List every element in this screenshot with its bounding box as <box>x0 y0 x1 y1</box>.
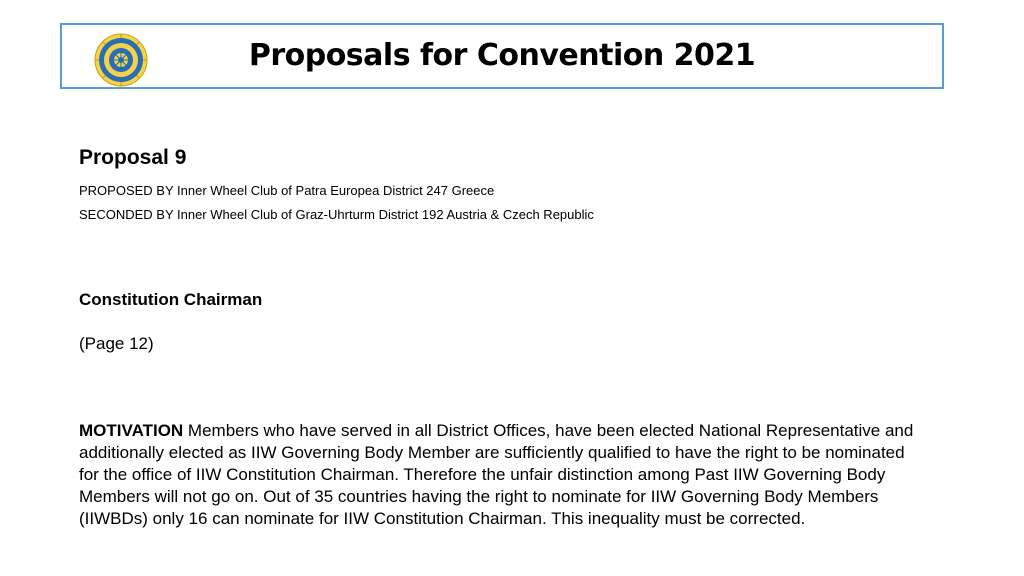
motivation-text: Members who have served in all District Offices, have been elected National Representative and additionally elected as IIW Governing Body Member are sufficiently qualified to have the right to be nominated for the office of IIW Constitution Chairman. Therefore the unfair distinction among Past IIW Governing Body Members will not go on. Out of 35 countries having the right to nominate for IIW Governing Body Members (IIWBDs) only 16 can nominate for IIW Constitution Chairman. This inequality must be corrected. <box>79 421 914 528</box>
title-box <box>60 23 944 89</box>
motivation-paragraph <box>79 420 929 530</box>
section-heading: Constitution Chairman <box>79 290 263 309</box>
page-reference: (Page 12) <box>79 334 154 353</box>
motivation-label: MOTIVATION <box>79 421 184 440</box>
proposal-heading: Proposal 9 <box>79 146 187 169</box>
seconded-by-line: SECONDED BY Inner Wheel Club of Graz-Uhrturm District 192 Austria & Czech Republic <box>79 207 594 222</box>
page-title: Proposals for Convention 2021 <box>248 38 756 73</box>
proposed-by-line: PROPOSED BY Inner Wheel Club of Patra Europea District 247 Greece <box>79 183 495 198</box>
content <box>79 145 939 528</box>
